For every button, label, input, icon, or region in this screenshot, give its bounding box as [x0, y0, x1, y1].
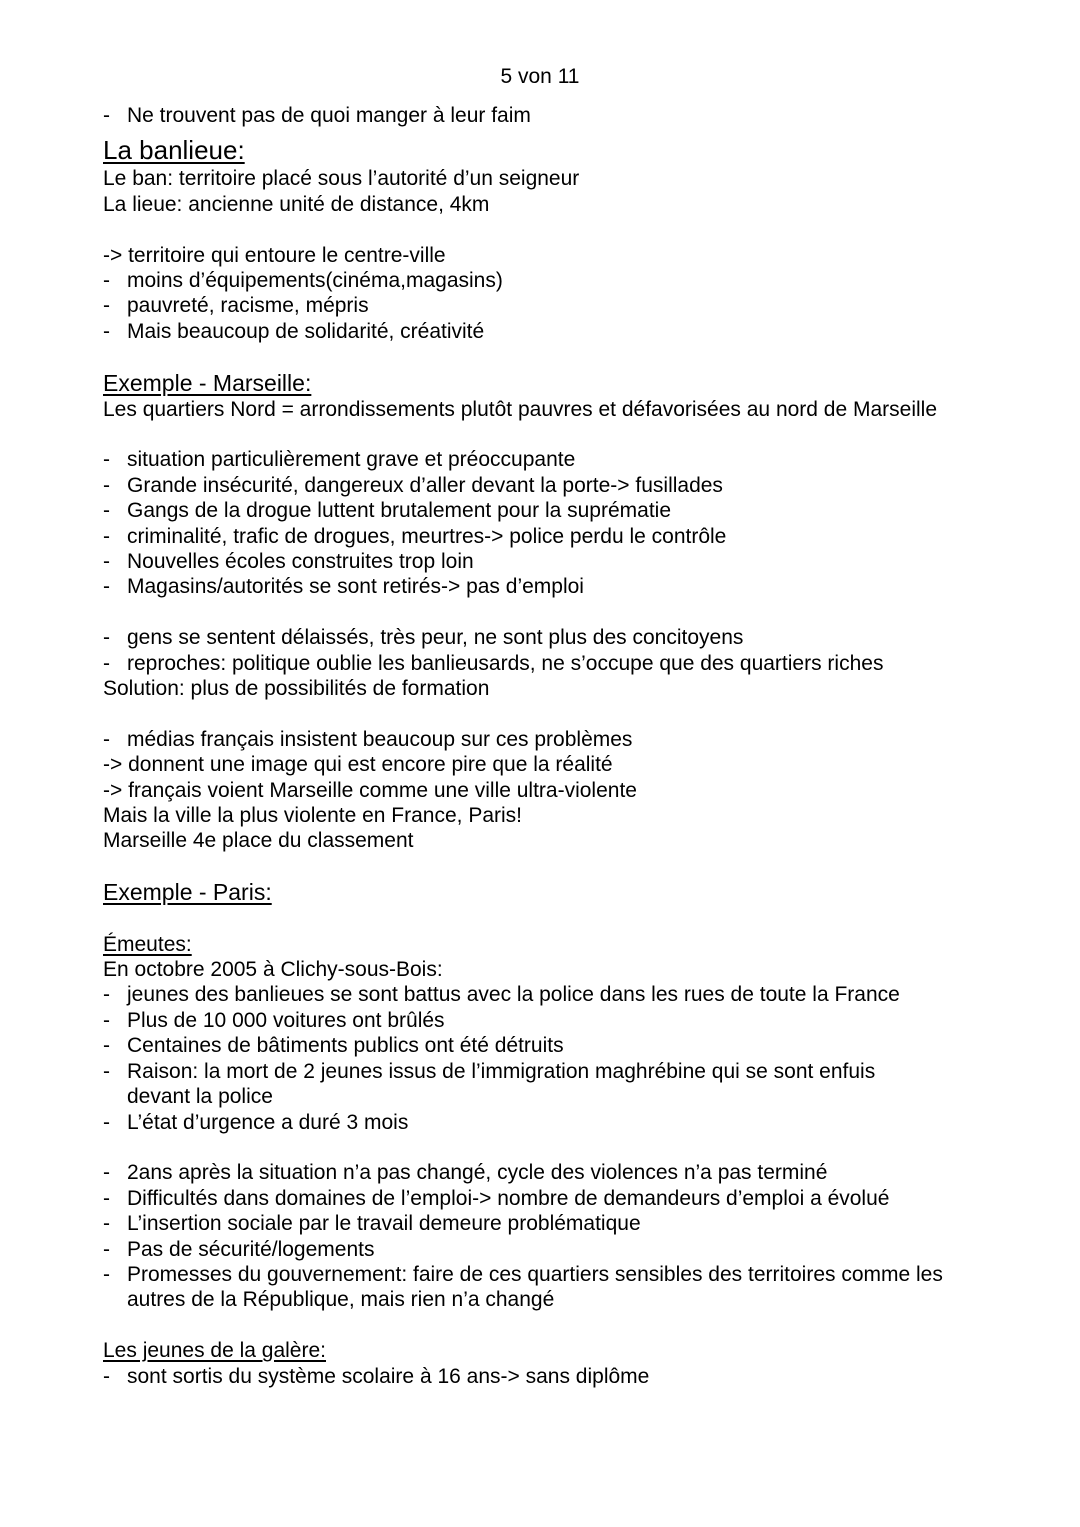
- list-item: - pauvreté, racisme, mépris: [103, 293, 1003, 318]
- section-heading-galere: Les jeunes de la galère:: [103, 1339, 326, 1363]
- list-item: - Difficultés dans domaines de l’emploi-> nombre de demandeurs d’emploi a évolué: [103, 1186, 1003, 1211]
- list-item: - Plus de 10 000 voitures ont brûlés: [103, 1008, 1003, 1033]
- list-item: - L’état d’urgence a duré 3 mois: [103, 1110, 1003, 1135]
- list-item: - reproches: politique oublie les banlieusards, ne s’occupe que des quartiers riches: [103, 651, 1003, 676]
- arrow-line: -> territoire qui entoure le centre-ville: [103, 243, 446, 267]
- list-item: - moins d’équipements(cinéma,magasins): [103, 268, 1003, 293]
- list-item: - sont sortis du système scolaire à 16 ans-> sans diplôme: [103, 1364, 1003, 1389]
- list-item: - L’insertion sociale par le travail demeure problématique: [103, 1211, 1003, 1236]
- definition-lieue: La lieue: ancienne unité de distance, 4km: [103, 192, 490, 216]
- arrow-line: -> français voient Marseille comme une ville ultra-violente: [103, 778, 637, 802]
- section-heading-marseille: Exemple - Marseille:: [103, 369, 312, 396]
- marseille-intro: Les quartiers Nord = arrondissements plutôt pauvres et défavorisées au nord de Marseille: [103, 397, 938, 421]
- emeutes-intro: En octobre 2005 à Clichy-sous-Bois:: [103, 958, 443, 982]
- list-item: - Magasins/autorités se sont retirés-> pas d’emploi: [103, 574, 1003, 599]
- text-line: Mais la ville la plus violente en France, Paris!: [103, 804, 523, 828]
- list-item: - gens se sentent délaissés, très peur, ne sont plus des concitoyens: [103, 625, 1003, 650]
- section-heading-paris: Exemple - Paris:: [103, 879, 272, 906]
- list-item: - Nouvelles écoles construites trop loin: [103, 549, 1003, 574]
- list-item: - Raison: la mort de 2 jeunes issus de l’immigration maghrébine qui se sont enfuis devant la police: [103, 1059, 927, 1110]
- list-item: - jeunes des banlieues se sont battus avec la police dans les rues de toute la France: [103, 982, 1003, 1007]
- list-item: - Promesses du gouvernement: faire de ces quartiers sensibles des territoires comme les autres de la République, mais rien n’a changé: [103, 1262, 1007, 1313]
- list-item: - Grande insécurité, dangereux d’aller devant la porte-> fusillades: [103, 473, 1003, 498]
- list-item: - Centaines de bâtiments publics ont été détruits: [103, 1033, 1003, 1058]
- list-item: - médias français insistent beaucoup sur ces problèmes: [103, 727, 1003, 752]
- subheading-emeutes: Émeutes:: [103, 932, 192, 956]
- list-item: - Gangs de la drogue luttent brutalement pour la suprématie: [103, 498, 1003, 523]
- list-item: - Mais beaucoup de solidarité, créativité: [103, 319, 1003, 344]
- list-item: - Ne trouvent pas de quoi manger à leur faim: [103, 103, 1003, 128]
- arrow-line: -> donnent une image qui est encore pire que la réalité: [103, 753, 613, 777]
- list-item: - situation particulièrement grave et préoccupante: [103, 447, 1003, 472]
- page-number: 5 von 11: [500, 65, 580, 88]
- text-line: Marseille 4e place du classement: [103, 829, 414, 853]
- list-item: - 2ans après la situation n’a pas changé, cycle des violences n’a pas terminé: [103, 1160, 1003, 1185]
- definition-ban: Le ban: territoire placé sous l’autorité d’un seigneur: [103, 167, 580, 191]
- list-item: - criminalité, trafic de drogues, meurtres-> police perdu le contrôle: [103, 524, 1003, 549]
- section-heading-banlieue: La banlieue:: [103, 135, 245, 166]
- list-item: - Pas de sécurité/logements: [103, 1237, 1003, 1262]
- notes-content: [103, 103, 1003, 1389]
- solution-line: Solution: plus de possibilités de formation: [103, 677, 490, 701]
